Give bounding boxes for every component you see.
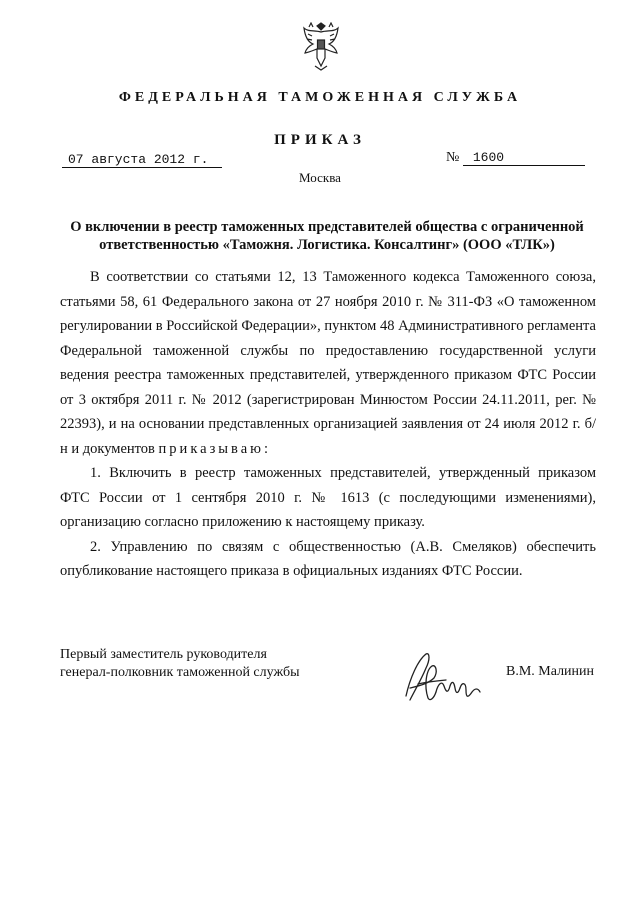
item-1: 1. Включить в реестр таможенных представителей, утвержденный приказом ФТС России от 1 сентября 2010 г. № 1613 (с последующими изменениями), организацию согласно приложению к настоящему приказу. [60,465,596,530]
document-type: ПРИКАЗ [274,132,366,148]
agency-name: ФЕДЕРАЛЬНАЯ ТАМОЖЕННАЯ СЛУЖБА [118,90,522,105]
order-subject: О включении в реестр таможенных представителей общества с ограниченной ответственностью «Таможня. Логистика. Консалтинг» (ООО «ТЛК») [70,219,584,253]
order-number: 1600 [463,150,585,166]
signer-position-line2: генерал-полковник таможенной службы [60,665,300,680]
handwritten-signature-icon [400,648,486,710]
number-prefix: № [446,150,460,165]
city: Москва [299,170,341,185]
order-date: 07 августа 2012 г. [62,152,222,168]
order-number-block [446,150,585,166]
signer-name: В.М. Малинин [506,664,595,679]
order-word: приказываю [158,440,264,457]
item-2: 2. Управлению по связям с общественностью (А.В. Смеляков) обеспечить опубликование настоящего приказа в официальных изданиях ФТС России. [60,538,596,579]
signer-position-line1: Первый заместитель руководителя [60,647,267,662]
double-headed-eagle-icon [300,22,342,72]
signer-position [60,646,299,682]
preamble-paragraph: В соответствии со статьями 12, 13 Таможенного кодекса Таможенного союза, статьями 58, 61 Федерального закона от 27 ноября 2010 г. № 311-ФЗ «О таможенном регулировании в Российской Федерации», пунктом 48 Административного регламента Федеральной таможенной службы по предоставлению государственной услуги ведения реестра таможенных представителей, утвержденного приказом ФТС России от 3 октября 2011 г. № 2012 (зарегистрирован Минюстом России 24.11.2011, рег. № 22393), и на основании представленных организацией заявления от 24 июля 2012 г. б/н и документов приказываю: [60,269,596,457]
order-body [60,265,596,584]
preamble-text: В соответствии со статьями 12, 13 Таможенного кодекса Таможенного союза, статьями 58, 61 Федерального закона от 27 ноября 2010 г. № 311-ФЗ «О таможенном регулировании в Российской Федерации», пунктом 48 Административного регламента Федеральной таможенной службы по предоставлению государственной услуги ведения реестра таможенных представителей, утвержденного приказом ФТС России от 3 октября 2011 г. № 2012 (зарегистрирован Минюстом России 24.11.2011, рег. № 22393), и на основании представленных организацией заявления от 24 июля 2012 г. б/н и документов [60,269,596,457]
